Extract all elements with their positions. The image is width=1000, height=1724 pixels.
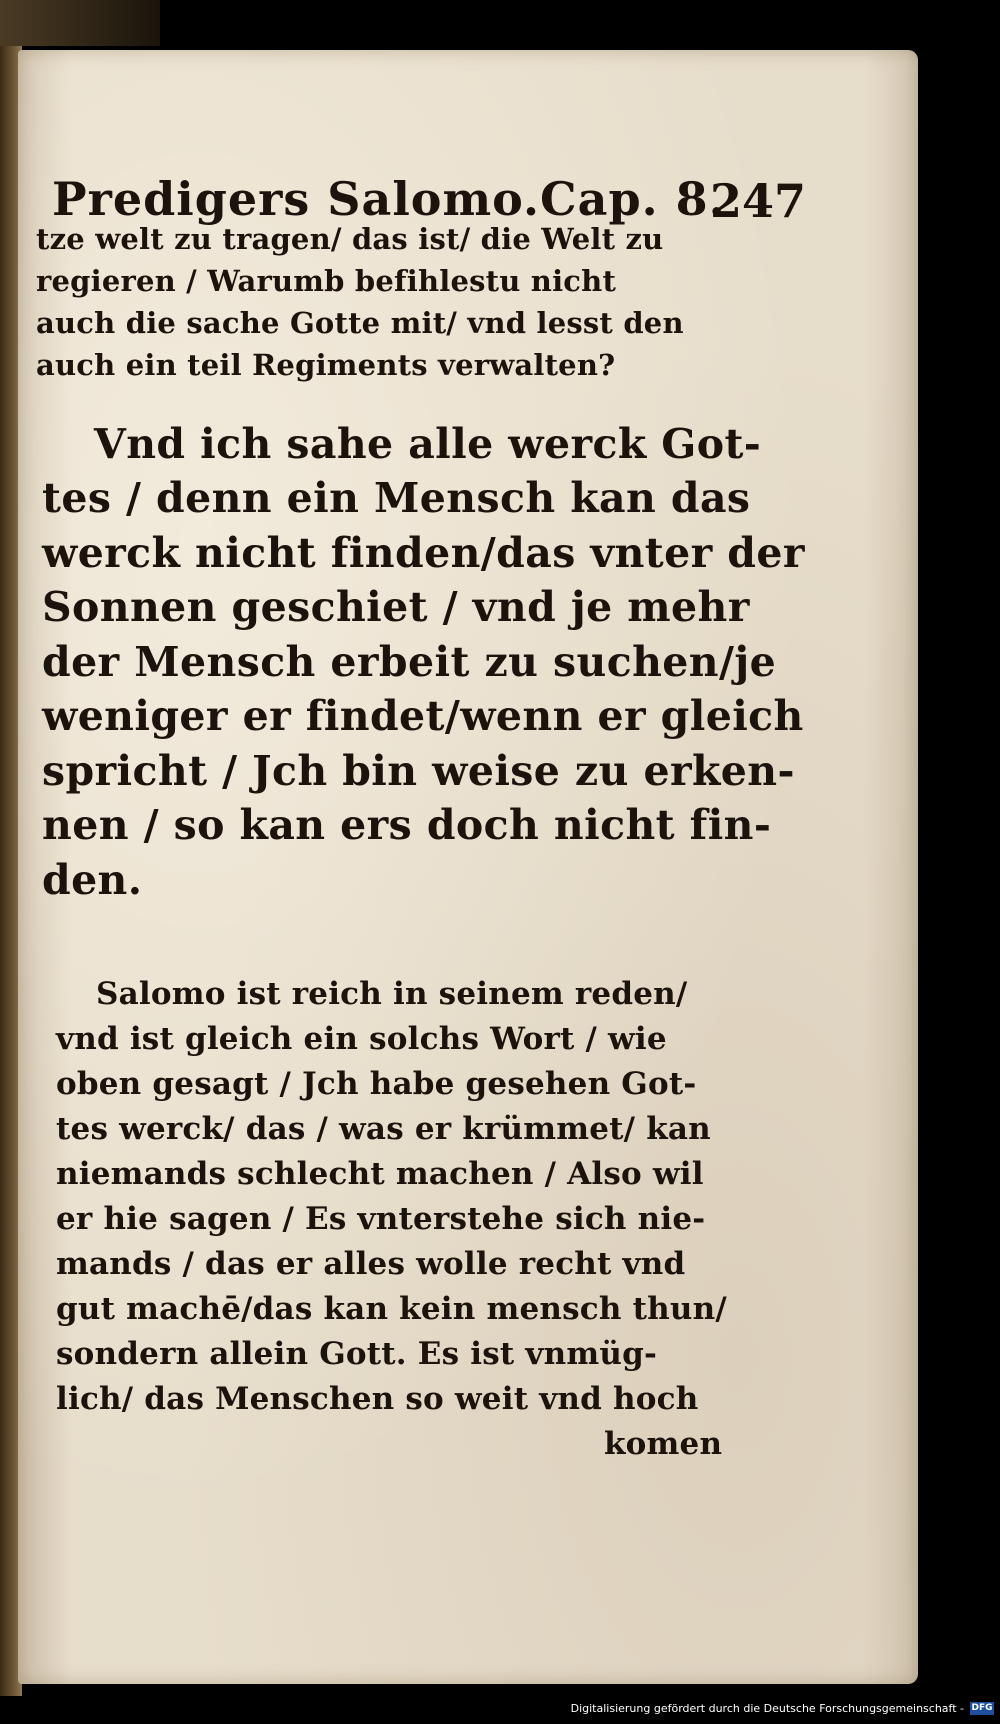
catchword: komen bbox=[604, 1426, 723, 1462]
commentary-line: niemands schlecht machen / Also wil bbox=[56, 1156, 704, 1192]
commentary-line: vnd ist gleich ein solchs Wort / wie bbox=[56, 1021, 667, 1057]
commentary-line: tes werck/ das / was er krümmet/ kan bbox=[56, 1111, 711, 1147]
page-number: 247 bbox=[710, 174, 807, 228]
gloss-line: auch die sache Gotte mit/ vnd lesst den bbox=[36, 306, 684, 340]
commentary-line: er hie sagen / Es vnterstehe sich nie- bbox=[56, 1201, 706, 1237]
commentary-line: oben gesagt / Jch habe gesehen Got- bbox=[56, 1066, 697, 1102]
bible-text-line: werck nicht finden/das vnter der bbox=[42, 529, 805, 577]
book-cover-corner bbox=[0, 0, 160, 46]
bible-text-line: den. bbox=[42, 856, 143, 904]
bible-text-line: weniger er findet/wenn er gleich bbox=[42, 692, 804, 740]
gloss-line: auch ein teil Regiments verwalten? bbox=[36, 348, 616, 382]
commentary-line: mands / das er alles wolle recht vnd bbox=[56, 1246, 686, 1282]
gloss-line: tze welt zu tragen/ das ist/ die Welt zu bbox=[36, 222, 664, 256]
bible-text-line: Vnd ich sahe alle werck Got- bbox=[94, 420, 762, 468]
gloss-line: regieren / Warumb befihlestu nicht bbox=[36, 264, 617, 298]
running-head: Predigers Salomo.Cap. 8. bbox=[52, 172, 726, 226]
bible-text-line: Sonnen geschiet / vnd je mehr bbox=[42, 583, 750, 631]
commentary-line: Salomo ist reich in seinem reden/ bbox=[96, 976, 688, 1012]
commentary-line: lich/ das Menschen so weit vnd hoch bbox=[56, 1381, 699, 1417]
commentary-line: gut machē/das kan kein mensch thun/ bbox=[56, 1291, 727, 1327]
dfg-logo-badge: DFG bbox=[971, 1703, 993, 1713]
digitization-credit: Digitalisierung gefördert durch die Deutsche Forschungsgemeinschaft - bbox=[570, 1702, 964, 1715]
bible-text-line: spricht / Jch bin weise zu erken- bbox=[42, 747, 795, 795]
bible-text-line: tes / denn ein Mensch kan das bbox=[42, 474, 751, 522]
bible-text-line: der Mensch erbeit zu suchen/je bbox=[42, 638, 777, 686]
bible-text-line: nen / so kan ers doch nicht fin- bbox=[42, 801, 772, 849]
commentary-line: sondern allein Gott. Es ist vnmüg- bbox=[56, 1336, 658, 1372]
